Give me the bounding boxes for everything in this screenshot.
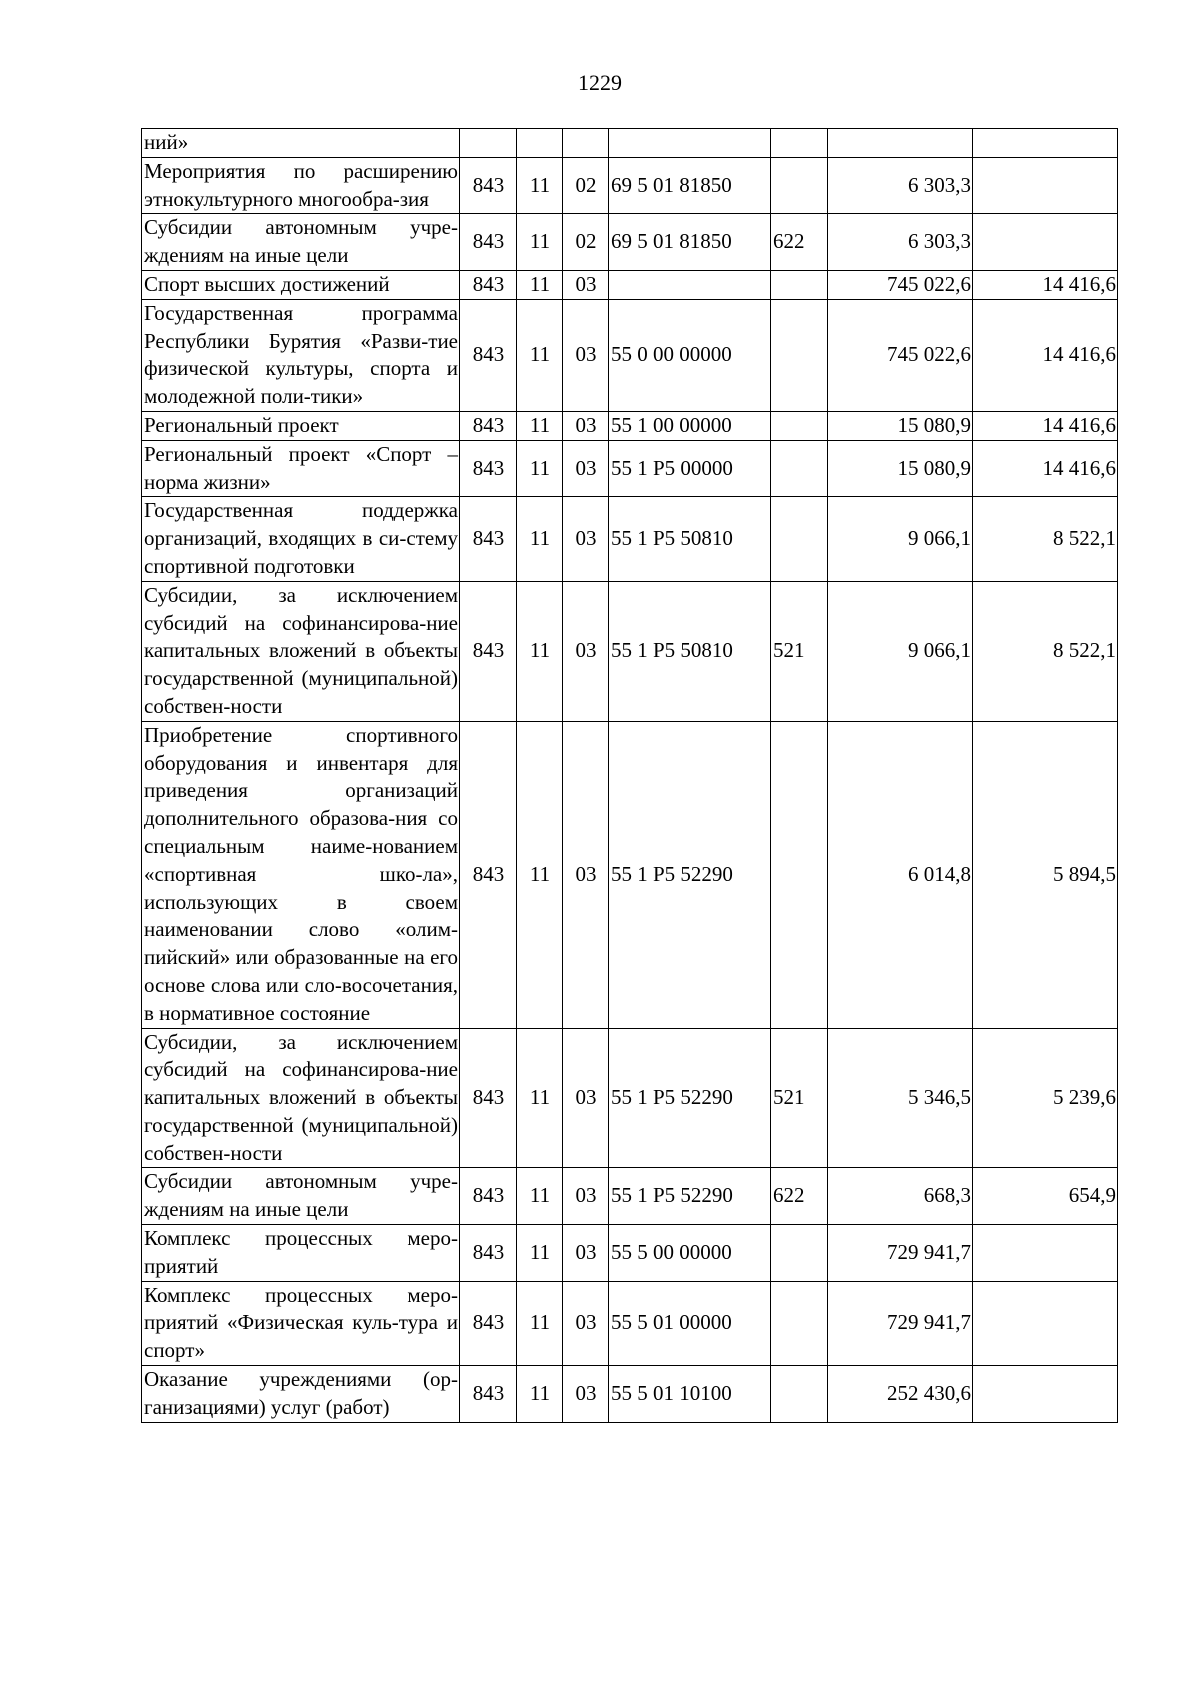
table-row [142, 1366, 1118, 1423]
budget-table-body [142, 129, 1118, 1423]
section-code-cell: 11 [517, 721, 563, 1028]
amount-total-cell: 6 014,8 [828, 721, 973, 1028]
target-article-cell: 55 1 00 00000 [609, 411, 771, 440]
department-code-cell: 843 [460, 1281, 517, 1365]
department-code-cell: 843 [460, 214, 517, 271]
table-row [142, 1168, 1118, 1225]
expense-type-cell: 622 [771, 214, 828, 271]
expense-type-cell [771, 1281, 828, 1365]
section-code-cell [517, 129, 563, 158]
section-code-cell: 11 [517, 497, 563, 581]
department-code-cell: 843 [460, 1225, 517, 1282]
item-name-cell: Государственная программа Республики Бурятия «Разви-тие физической культуры, спорта и молодежной поли-тики» [142, 299, 460, 411]
amount-total-cell: 745 022,6 [828, 299, 973, 411]
expense-type-cell [771, 411, 828, 440]
department-code-cell: 843 [460, 440, 517, 497]
table-row [142, 411, 1118, 440]
amount-total-cell: 729 941,7 [828, 1281, 973, 1365]
expense-type-cell [771, 721, 828, 1028]
department-code-cell [460, 129, 517, 158]
table-row [142, 1028, 1118, 1168]
section-code-cell: 11 [517, 214, 563, 271]
item-name-cell: Государственная поддержка организаций, входящих в си-стему спортивной подготовки [142, 497, 460, 581]
item-name-cell: Комплекс процессных меро-приятий [142, 1225, 460, 1282]
item-name-cell: Субсидии, за исключением субсидий на софинансирова-ние капитальных вложений в объекты государственной (муниципальной) собствен-ности [142, 581, 460, 721]
amount-federal-cell [973, 1225, 1118, 1282]
expense-type-cell [771, 270, 828, 299]
amount-federal-cell: 5 894,5 [973, 721, 1118, 1028]
subsection-code-cell: 03 [563, 440, 609, 497]
amount-total-cell: 6 303,3 [828, 214, 973, 271]
subsection-code-cell: 02 [563, 214, 609, 271]
target-article-cell: 55 5 01 00000 [609, 1281, 771, 1365]
target-article-cell: 55 1 P5 52290 [609, 1168, 771, 1225]
subsection-code-cell: 03 [563, 1028, 609, 1168]
subsection-code-cell: 03 [563, 1366, 609, 1423]
target-article-cell: 55 1 P5 00000 [609, 440, 771, 497]
subsection-code-cell: 03 [563, 1225, 609, 1282]
table-row [142, 129, 1118, 158]
department-code-cell: 843 [460, 270, 517, 299]
department-code-cell: 843 [460, 1366, 517, 1423]
item-name-cell: Региональный проект «Спорт – норма жизни» [142, 440, 460, 497]
department-code-cell: 843 [460, 497, 517, 581]
amount-total-cell: 252 430,6 [828, 1366, 973, 1423]
amount-federal-cell: 5 239,6 [973, 1028, 1118, 1168]
section-code-cell: 11 [517, 1366, 563, 1423]
table-row [142, 1225, 1118, 1282]
table-row [142, 299, 1118, 411]
section-code-cell: 11 [517, 1225, 563, 1282]
section-code-cell: 11 [517, 581, 563, 721]
section-code-cell: 11 [517, 1168, 563, 1225]
amount-total-cell [828, 129, 973, 158]
expense-type-cell [771, 497, 828, 581]
item-name-cell: Субсидии автономным учре-ждениям на иные цели [142, 214, 460, 271]
amount-total-cell: 668,3 [828, 1168, 973, 1225]
amount-federal-cell: 14 416,6 [973, 440, 1118, 497]
item-name-cell: Комплекс процессных меро-приятий «Физическая куль-тура и спорт» [142, 1281, 460, 1365]
item-name-cell: Региональный проект [142, 411, 460, 440]
department-code-cell: 843 [460, 1168, 517, 1225]
amount-federal-cell: 14 416,6 [973, 270, 1118, 299]
subsection-code-cell: 03 [563, 411, 609, 440]
section-code-cell: 11 [517, 440, 563, 497]
amount-federal-cell: 654,9 [973, 1168, 1118, 1225]
section-code-cell: 11 [517, 270, 563, 299]
amount-federal-cell [973, 1281, 1118, 1365]
subsection-code-cell: 03 [563, 299, 609, 411]
section-code-cell: 11 [517, 299, 563, 411]
item-name-cell: ний» [142, 129, 460, 158]
expense-type-cell [771, 129, 828, 158]
amount-total-cell: 15 080,9 [828, 440, 973, 497]
item-name-cell: Приобретение спортивного оборудования и инвентаря для приведения организаций дополнительного образова-ния со специальным наиме-нованием «спортивная шко-ла», использующих в своем наименовании слово «олим-пийский» или образованные на его основе слова или сло-восочетания, в нормативное состояние [142, 721, 460, 1028]
department-code-cell: 843 [460, 1028, 517, 1168]
expense-type-cell: 521 [771, 581, 828, 721]
target-article-cell: 55 1 P5 50810 [609, 497, 771, 581]
section-code-cell: 11 [517, 411, 563, 440]
item-name-cell: Оказание учреждениями (ор-ганизациями) услуг (работ) [142, 1366, 460, 1423]
target-article-cell: 69 5 01 81850 [609, 157, 771, 214]
department-code-cell: 843 [460, 581, 517, 721]
department-code-cell: 843 [460, 411, 517, 440]
amount-total-cell: 5 346,5 [828, 1028, 973, 1168]
target-article-cell [609, 129, 771, 158]
amount-total-cell: 15 080,9 [828, 411, 973, 440]
budget-table [141, 128, 1118, 1423]
expense-type-cell [771, 440, 828, 497]
expense-type-cell [771, 299, 828, 411]
amount-federal-cell: 8 522,1 [973, 581, 1118, 721]
amount-federal-cell: 14 416,6 [973, 299, 1118, 411]
target-article-cell: 55 1 P5 52290 [609, 721, 771, 1028]
table-row [142, 581, 1118, 721]
subsection-code-cell: 03 [563, 581, 609, 721]
subsection-code-cell: 03 [563, 497, 609, 581]
amount-federal-cell [973, 129, 1118, 158]
subsection-code-cell: 03 [563, 1168, 609, 1225]
expense-type-cell: 521 [771, 1028, 828, 1168]
target-article-cell: 69 5 01 81850 [609, 214, 771, 271]
target-article-cell: 55 5 00 00000 [609, 1225, 771, 1282]
department-code-cell: 843 [460, 299, 517, 411]
table-row [142, 214, 1118, 271]
target-article-cell [609, 270, 771, 299]
item-name-cell: Спорт высших достижений [142, 270, 460, 299]
amount-total-cell: 745 022,6 [828, 270, 973, 299]
page-number: 1229 [578, 70, 622, 95]
section-code-cell: 11 [517, 157, 563, 214]
amount-total-cell: 729 941,7 [828, 1225, 973, 1282]
table-row [142, 497, 1118, 581]
target-article-cell: 55 5 01 10100 [609, 1366, 771, 1423]
amount-federal-cell: 14 416,6 [973, 411, 1118, 440]
amount-federal-cell [973, 1366, 1118, 1423]
section-code-cell: 11 [517, 1028, 563, 1168]
expense-type-cell [771, 1366, 828, 1423]
table-row [142, 440, 1118, 497]
section-code-cell: 11 [517, 1281, 563, 1365]
expense-type-cell [771, 1225, 828, 1282]
table-row [142, 270, 1118, 299]
item-name-cell: Мероприятия по расширению этнокультурного многообра-зия [142, 157, 460, 214]
subsection-code-cell: 03 [563, 721, 609, 1028]
table-row [142, 157, 1118, 214]
expense-type-cell [771, 157, 828, 214]
amount-total-cell: 6 303,3 [828, 157, 973, 214]
subsection-code-cell: 03 [563, 270, 609, 299]
department-code-cell: 843 [460, 157, 517, 214]
subsection-code-cell: 02 [563, 157, 609, 214]
target-article-cell: 55 1 P5 52290 [609, 1028, 771, 1168]
amount-federal-cell: 8 522,1 [973, 497, 1118, 581]
amount-federal-cell [973, 214, 1118, 271]
department-code-cell: 843 [460, 721, 517, 1028]
subsection-code-cell: 03 [563, 1281, 609, 1365]
target-article-cell: 55 0 00 00000 [609, 299, 771, 411]
amount-federal-cell [973, 157, 1118, 214]
amount-total-cell: 9 066,1 [828, 497, 973, 581]
item-name-cell: Субсидии автономным учре-ждениям на иные цели [142, 1168, 460, 1225]
table-row [142, 1281, 1118, 1365]
target-article-cell: 55 1 P5 50810 [609, 581, 771, 721]
amount-total-cell: 9 066,1 [828, 581, 973, 721]
subsection-code-cell [563, 129, 609, 158]
expense-type-cell: 622 [771, 1168, 828, 1225]
table-row [142, 721, 1118, 1028]
item-name-cell: Субсидии, за исключением субсидий на софинансирова-ние капитальных вложений в объекты государственной (муниципальной) собствен-ности [142, 1028, 460, 1168]
